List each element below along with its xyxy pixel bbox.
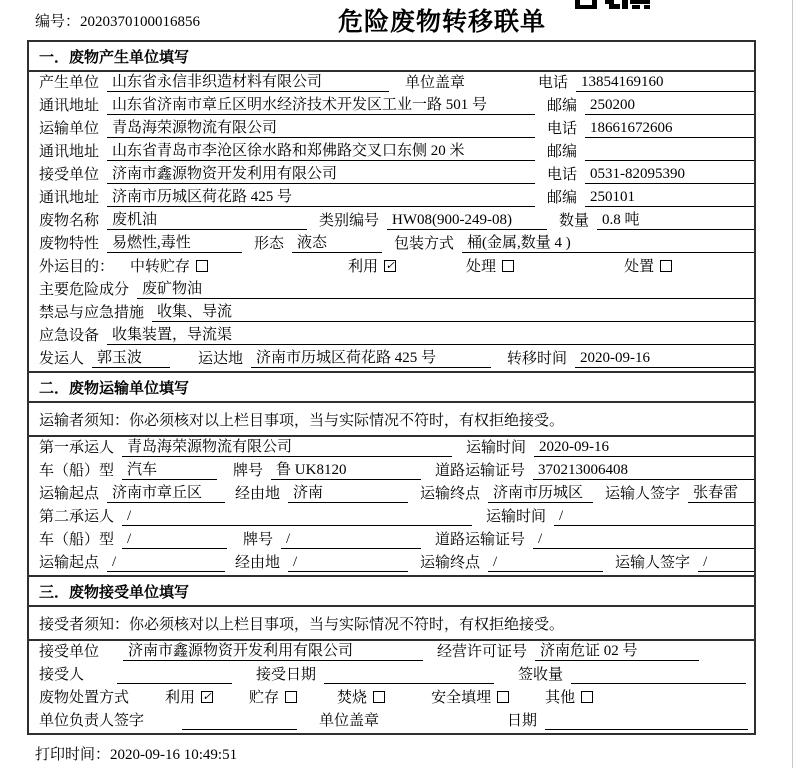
row-waste-name	[29, 210, 754, 233]
checkbox-disposal-other	[581, 691, 593, 703]
sign2-value: /	[698, 554, 754, 572]
disposal-option-label: 贮存	[249, 690, 280, 706]
vehicle2-value: /	[122, 531, 227, 549]
addr3-value: 济南市历城区荷花路 425 号	[107, 185, 535, 207]
checkbox-dispose	[660, 260, 672, 272]
phone2-value: 18661672606	[585, 120, 754, 138]
sign2-label: 运输人签字	[615, 555, 691, 571]
zip2-value	[585, 160, 754, 161]
signed-amount-value	[571, 683, 746, 684]
addr2-value: 山东省青岛市李沧区徐水路和郑佛路交叉口东侧 20 米	[107, 139, 535, 161]
document-title: 危险废物转移联单	[338, 9, 547, 36]
permit1-value: 370213006408	[533, 462, 754, 480]
carrier1-value: 青岛海荣源物流有限公司	[122, 435, 452, 457]
category-label: 类别编号	[319, 213, 380, 229]
via1-value: 济南	[288, 481, 408, 503]
row-vehicle1	[29, 460, 754, 483]
emergency-label: 禁忌与应急措施	[39, 305, 145, 321]
zip1-value: 250200	[585, 97, 754, 115]
unit-seal2-label: 单位盖章	[319, 713, 380, 729]
transfer-time-label: 转移时间	[507, 351, 568, 367]
phone1-value: 13854169160	[576, 74, 754, 92]
checkbox-disposal-storage	[285, 691, 297, 703]
origin1-value: 济南市章丘区	[107, 481, 225, 503]
section3-notice: 接受者须知：你必须核对以上栏目事项，当与实际情况不符时，有权拒绝接受。	[29, 607, 754, 641]
transporter-label: 运输单位	[39, 121, 100, 137]
qty-value: 0.8 吨	[597, 208, 754, 230]
carrier2-value: /	[122, 508, 472, 526]
end2-value: /	[488, 554, 603, 572]
accept-unit-value: 济南市鑫源物资开发利用有限公司	[123, 639, 423, 661]
document-header	[0, 0, 796, 40]
category-value: HW08(900-249-08)	[387, 212, 547, 230]
character-label: 废物特性	[39, 236, 100, 252]
end2-label: 运输终点	[420, 555, 481, 571]
signed-amount-label: 签收量	[518, 667, 564, 683]
row-receiver	[29, 164, 754, 187]
vehicle1-value: 汽车	[122, 458, 217, 480]
row-route2	[29, 552, 754, 575]
carrier1-label: 第一承运人	[39, 440, 115, 456]
producer-value: 山东省永信非织造材料有限公司	[107, 70, 389, 92]
phone1-label: 电话	[537, 75, 568, 91]
checkbox-mark: ✓	[202, 690, 212, 703]
phone3-value: 0531-82095390	[585, 166, 754, 184]
head-sign-label: 单位负责人签字	[39, 713, 145, 729]
row-vehicle2	[29, 529, 754, 552]
receiver-value: 济南市鑫源物资开发利用有限公司	[107, 162, 535, 184]
character-value: 易燃性,毒性	[107, 231, 242, 253]
checkbox-disposal-landfill	[497, 691, 509, 703]
unit-seal-label: 单位盖章	[405, 75, 466, 91]
phone2-label: 电话	[547, 121, 578, 137]
disposal-option-label: 焚烧	[337, 690, 368, 706]
hazard-value: 废矿物油	[137, 277, 754, 299]
transporter-value: 青岛海荣源物流有限公司	[107, 116, 535, 138]
serial-number	[35, 10, 200, 31]
section1-heading: 一．废物产生单位填写	[29, 42, 754, 72]
via2-value: /	[288, 554, 408, 572]
transfer-time-value: 2020-09-16	[575, 350, 754, 368]
time1-label: 运输时间	[466, 440, 527, 456]
phone3-label: 电话	[547, 167, 578, 183]
addr3-label: 通讯地址	[39, 190, 100, 206]
serial-value: 2020370100016856	[80, 14, 201, 30]
disposal-option-label: 利用	[165, 690, 196, 706]
producer-label: 产生单位	[39, 75, 100, 91]
permit1-label: 道路运输证号	[435, 463, 526, 479]
print-time-value: 2020-09-16 10:49:51	[110, 747, 238, 763]
section2-heading: 二．废物运输单位填写	[29, 371, 754, 403]
disposal-label: 废物处置方式	[39, 690, 130, 706]
row-transfer-purpose	[29, 256, 754, 279]
row-transporter-address	[29, 141, 754, 164]
vehicle2-label: 车（船）型	[39, 532, 115, 548]
shipper-value: 郭玉波	[92, 346, 170, 368]
plate1-value: 鲁 UK8120	[271, 458, 421, 480]
sign1-value: 张春雷	[688, 481, 754, 503]
zip1-label: 邮编	[547, 98, 578, 114]
origin2-label: 运输起点	[39, 555, 100, 571]
equipment-value: 收集装置，导流渠	[107, 323, 754, 345]
disposal-option-label: 安全填埋	[431, 690, 492, 706]
form-value: 液态	[292, 231, 382, 253]
purpose-option-label: 利用	[348, 259, 379, 275]
date2-value	[545, 729, 748, 730]
addr1-value: 山东省济南市章丘区明水经济技术开发区工业一路 501 号	[107, 93, 535, 115]
accept-person-label: 接受人	[39, 667, 85, 683]
via1-label: 经由地	[235, 486, 281, 502]
accept-date-label: 接受日期	[256, 667, 317, 683]
origin2-value: /	[107, 554, 225, 572]
row-emergency-measures	[29, 302, 754, 325]
row-receiver-address	[29, 187, 754, 210]
waste-name-label: 废物名称	[39, 213, 100, 229]
row-first-carrier	[29, 437, 754, 460]
purpose-option-dispose	[624, 255, 672, 276]
time2-value: /	[554, 508, 754, 526]
plate2-value: /	[281, 531, 421, 549]
date2-label: 日期	[507, 713, 538, 729]
row-shipper	[29, 348, 754, 371]
section3-heading: 三．废物接受单位填写	[29, 575, 754, 607]
hazard-label: 主要危险成分	[39, 282, 130, 298]
plate1-label: 牌号	[233, 463, 264, 479]
accept-person-value	[117, 683, 232, 684]
origin1-label: 运输起点	[39, 486, 100, 502]
row-head-signature	[29, 710, 754, 733]
print-time	[35, 743, 796, 764]
sign1-label: 运输人签字	[605, 486, 681, 502]
row-hazard-component	[29, 279, 754, 302]
dest-value: 济南市历城区荷花路 425 号	[251, 346, 491, 368]
plate2-label: 牌号	[243, 532, 274, 548]
disposal-option-utilize	[165, 686, 213, 707]
purpose-option-treat	[466, 255, 514, 276]
checkbox-treat	[502, 260, 514, 272]
purpose-option-label: 处理	[466, 259, 497, 275]
equipment-label: 应急设备	[39, 328, 100, 344]
purpose-option-label: 处置	[624, 259, 655, 275]
checkbox-mark: ✓	[385, 259, 395, 272]
form-label: 形态	[254, 236, 285, 252]
row-second-carrier	[29, 506, 754, 529]
disposal-option-landfill	[431, 686, 509, 707]
row-waste-character	[29, 233, 754, 256]
via2-label: 经由地	[235, 555, 281, 571]
addr1-label: 通讯地址	[39, 98, 100, 114]
vehicle1-label: 车（船）型	[39, 463, 115, 479]
serial-label: 编号：	[35, 14, 81, 30]
row-producer-address	[29, 95, 754, 118]
row-accept-unit	[29, 641, 754, 664]
dest-label: 运达地	[198, 351, 244, 367]
row-disposal-method	[29, 687, 754, 710]
page-right-edge	[792, 0, 793, 768]
carrier2-label: 第二承运人	[39, 509, 115, 525]
time2-label: 运输时间	[486, 509, 547, 525]
accept-date-value	[324, 683, 494, 684]
row-emergency-equipment	[29, 325, 754, 348]
time1-value: 2020-09-16	[534, 439, 754, 457]
end1-value: 济南市历城区	[488, 481, 593, 503]
accept-unit-label: 接受单位	[39, 644, 100, 660]
qty-label: 数量	[559, 213, 590, 229]
permit2-value: /	[533, 531, 754, 549]
shipper-label: 发运人	[39, 351, 85, 367]
zip2-label: 邮编	[547, 144, 578, 160]
row-route1	[29, 483, 754, 506]
packing-value: 桶(金属,数量 4 )	[462, 231, 754, 253]
disposal-option-other	[545, 686, 593, 707]
row-accept-person	[29, 664, 754, 687]
manifest-form	[27, 40, 756, 735]
checkbox-utilize	[384, 260, 396, 272]
purpose-option-utilize	[348, 255, 396, 276]
permit2-label: 道路运输证号	[435, 532, 526, 548]
print-time-label: 打印时间：	[35, 747, 111, 763]
qr-code-fragment-icon	[575, 0, 651, 10]
checkbox-disposal-incinerate	[373, 691, 385, 703]
license-value: 济南危证 02 号	[535, 639, 699, 661]
zip3-value: 250101	[585, 189, 754, 207]
disposal-option-storage	[249, 686, 297, 707]
purpose-option-transfer-storage	[130, 255, 208, 276]
end1-label: 运输终点	[420, 486, 481, 502]
checkbox-transfer-storage	[196, 260, 208, 272]
row-transporter	[29, 118, 754, 141]
head-sign-value	[182, 729, 297, 730]
receiver-label: 接受单位	[39, 167, 100, 183]
section2-notice: 运输者须知：你必须核对以上栏目事项，当与实际情况不符时，有权拒绝接受。	[29, 403, 754, 437]
emergency-value: 收集、导流	[152, 300, 754, 322]
waste-name-value: 废机油	[107, 208, 307, 230]
purpose-option-label: 中转贮存	[130, 259, 191, 275]
packing-label: 包装方式	[394, 236, 455, 252]
checkbox-disposal-utilize	[201, 691, 213, 703]
row-producer	[29, 72, 754, 95]
addr2-label: 通讯地址	[39, 144, 100, 160]
license-label: 经营许可证号	[437, 644, 528, 660]
disposal-option-incinerate	[337, 686, 385, 707]
zip3-label: 邮编	[547, 190, 578, 206]
purpose-label: 外运目的：	[39, 259, 115, 275]
disposal-option-label: 其他	[545, 690, 576, 706]
